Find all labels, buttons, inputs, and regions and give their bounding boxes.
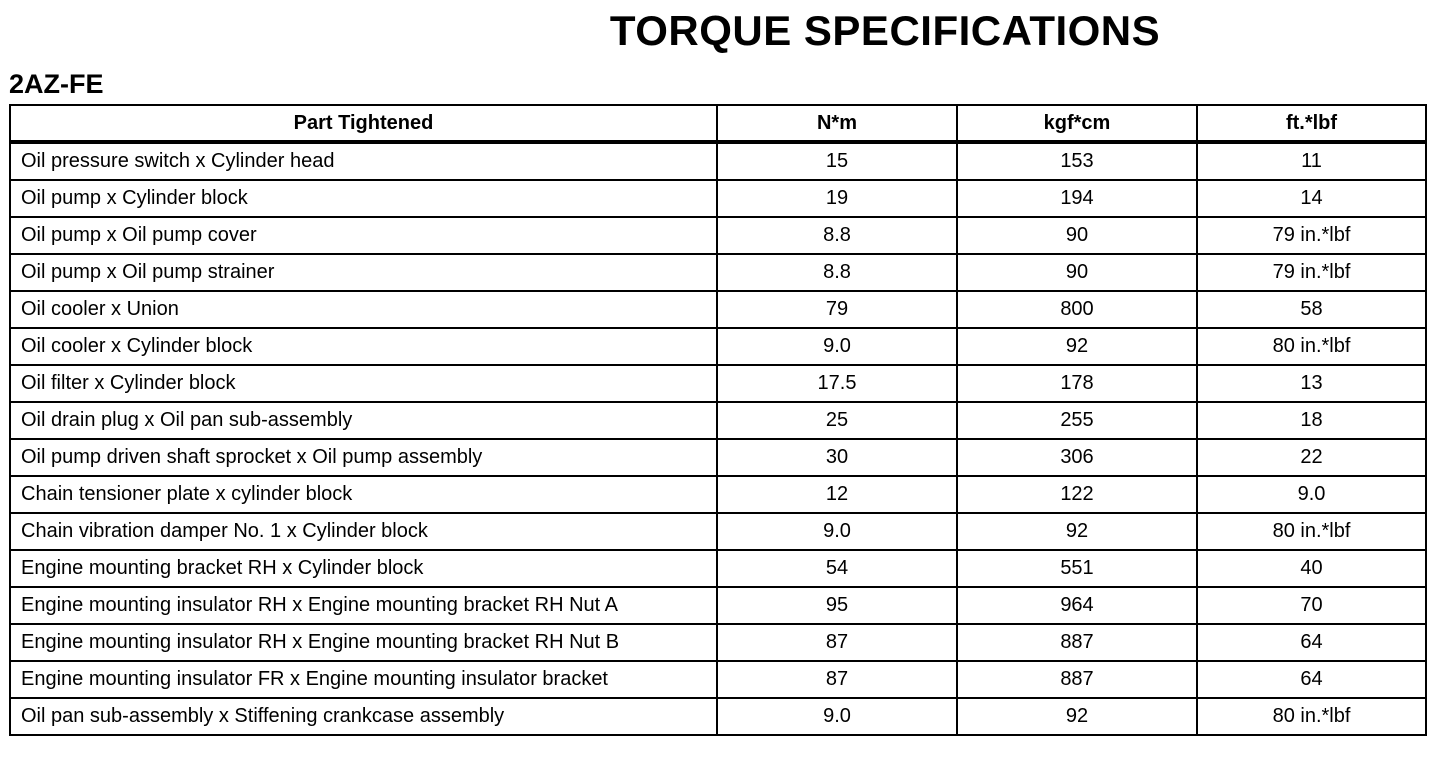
table-row [10, 142, 1426, 180]
table-row [10, 587, 1426, 624]
cell-nm: 17.5 [717, 365, 957, 402]
cell-part: Engine mounting bracket RH x Cylinder block [10, 550, 717, 587]
cell-part: Oil pan sub-assembly x Stiffening crankcase assembly [10, 698, 717, 735]
cell-nm: 54 [717, 550, 957, 587]
cell-kgf: 153 [957, 142, 1197, 180]
table-row [10, 476, 1426, 513]
cell-part: Oil pressure switch x Cylinder head [10, 142, 717, 180]
cell-ft: 40 [1197, 550, 1426, 587]
cell-ft: 64 [1197, 624, 1426, 661]
cell-nm: 87 [717, 661, 957, 698]
engine-code-heading: 2AZ-FE [9, 69, 104, 99]
cell-nm: 8.8 [717, 217, 957, 254]
table-row [10, 217, 1426, 254]
cell-ft: 70 [1197, 587, 1426, 624]
cell-nm: 15 [717, 142, 957, 180]
cell-ft: 80 in.*lbf [1197, 698, 1426, 735]
cell-kgf: 551 [957, 550, 1197, 587]
cell-part: Oil pump x Oil pump strainer [10, 254, 717, 291]
cell-ft: 11 [1197, 142, 1426, 180]
cell-ft: 80 in.*lbf [1197, 328, 1426, 365]
cell-nm: 25 [717, 402, 957, 439]
cell-kgf: 122 [957, 476, 1197, 513]
page-title: TORQUE SPECIFICATIONS [609, 7, 1161, 54]
cell-kgf: 306 [957, 439, 1197, 476]
cell-ft: 14 [1197, 180, 1426, 217]
header-kgf-cm: kgf*cm [957, 105, 1197, 142]
table-row [10, 402, 1426, 439]
cell-part: Oil drain plug x Oil pan sub-assembly [10, 402, 717, 439]
cell-kgf: 92 [957, 698, 1197, 735]
cell-ft: 18 [1197, 402, 1426, 439]
cell-nm: 79 [717, 291, 957, 328]
table-row [10, 550, 1426, 587]
cell-kgf: 887 [957, 661, 1197, 698]
cell-kgf: 90 [957, 254, 1197, 291]
cell-kgf: 92 [957, 513, 1197, 550]
cell-nm: 9.0 [717, 513, 957, 550]
table-row [10, 254, 1426, 291]
header-newton-meters: N*m [717, 105, 957, 142]
cell-kgf: 194 [957, 180, 1197, 217]
torque-specifications-table [9, 104, 1427, 736]
cell-nm: 19 [717, 180, 957, 217]
cell-ft: 13 [1197, 365, 1426, 402]
cell-kgf: 800 [957, 291, 1197, 328]
cell-nm: 12 [717, 476, 957, 513]
cell-part: Chain tensioner plate x cylinder block [10, 476, 717, 513]
cell-part: Oil filter x Cylinder block [10, 365, 717, 402]
table-row [10, 291, 1426, 328]
cell-nm: 87 [717, 624, 957, 661]
table-row [10, 180, 1426, 217]
cell-nm: 95 [717, 587, 957, 624]
cell-ft: 79 in.*lbf [1197, 217, 1426, 254]
cell-kgf: 887 [957, 624, 1197, 661]
cell-kgf: 92 [957, 328, 1197, 365]
table-row [10, 439, 1426, 476]
cell-ft: 22 [1197, 439, 1426, 476]
cell-kgf: 90 [957, 217, 1197, 254]
cell-kgf: 178 [957, 365, 1197, 402]
cell-part: Engine mounting insulator RH x Engine mounting bracket RH Nut A [10, 587, 717, 624]
cell-part: Oil cooler x Cylinder block [10, 328, 717, 365]
table-row [10, 624, 1426, 661]
cell-part: Engine mounting insulator FR x Engine mounting insulator bracket [10, 661, 717, 698]
cell-ft: 79 in.*lbf [1197, 254, 1426, 291]
cell-part: Oil pump x Oil pump cover [10, 217, 717, 254]
cell-nm: 30 [717, 439, 957, 476]
header-ft-lbf: ft.*lbf [1197, 105, 1426, 142]
cell-part: Engine mounting insulator RH x Engine mounting bracket RH Nut B [10, 624, 717, 661]
cell-part: Oil pump driven shaft sprocket x Oil pump assembly [10, 439, 717, 476]
table-row [10, 365, 1426, 402]
cell-part: Oil cooler x Union [10, 291, 717, 328]
cell-nm: 9.0 [717, 328, 957, 365]
table-row [10, 328, 1426, 365]
table-body [10, 142, 1426, 735]
table-row [10, 661, 1426, 698]
table-header-row [10, 105, 1426, 142]
cell-nm: 9.0 [717, 698, 957, 735]
cell-part: Chain vibration damper No. 1 x Cylinder block [10, 513, 717, 550]
cell-nm: 8.8 [717, 254, 957, 291]
cell-ft: 9.0 [1197, 476, 1426, 513]
cell-ft: 80 in.*lbf [1197, 513, 1426, 550]
header-part-tightened: Part Tightened [10, 105, 717, 142]
cell-ft: 64 [1197, 661, 1426, 698]
table-row [10, 698, 1426, 735]
cell-kgf: 964 [957, 587, 1197, 624]
table-row [10, 513, 1426, 550]
cell-part: Oil pump x Cylinder block [10, 180, 717, 217]
cell-ft: 58 [1197, 291, 1426, 328]
cell-kgf: 255 [957, 402, 1197, 439]
